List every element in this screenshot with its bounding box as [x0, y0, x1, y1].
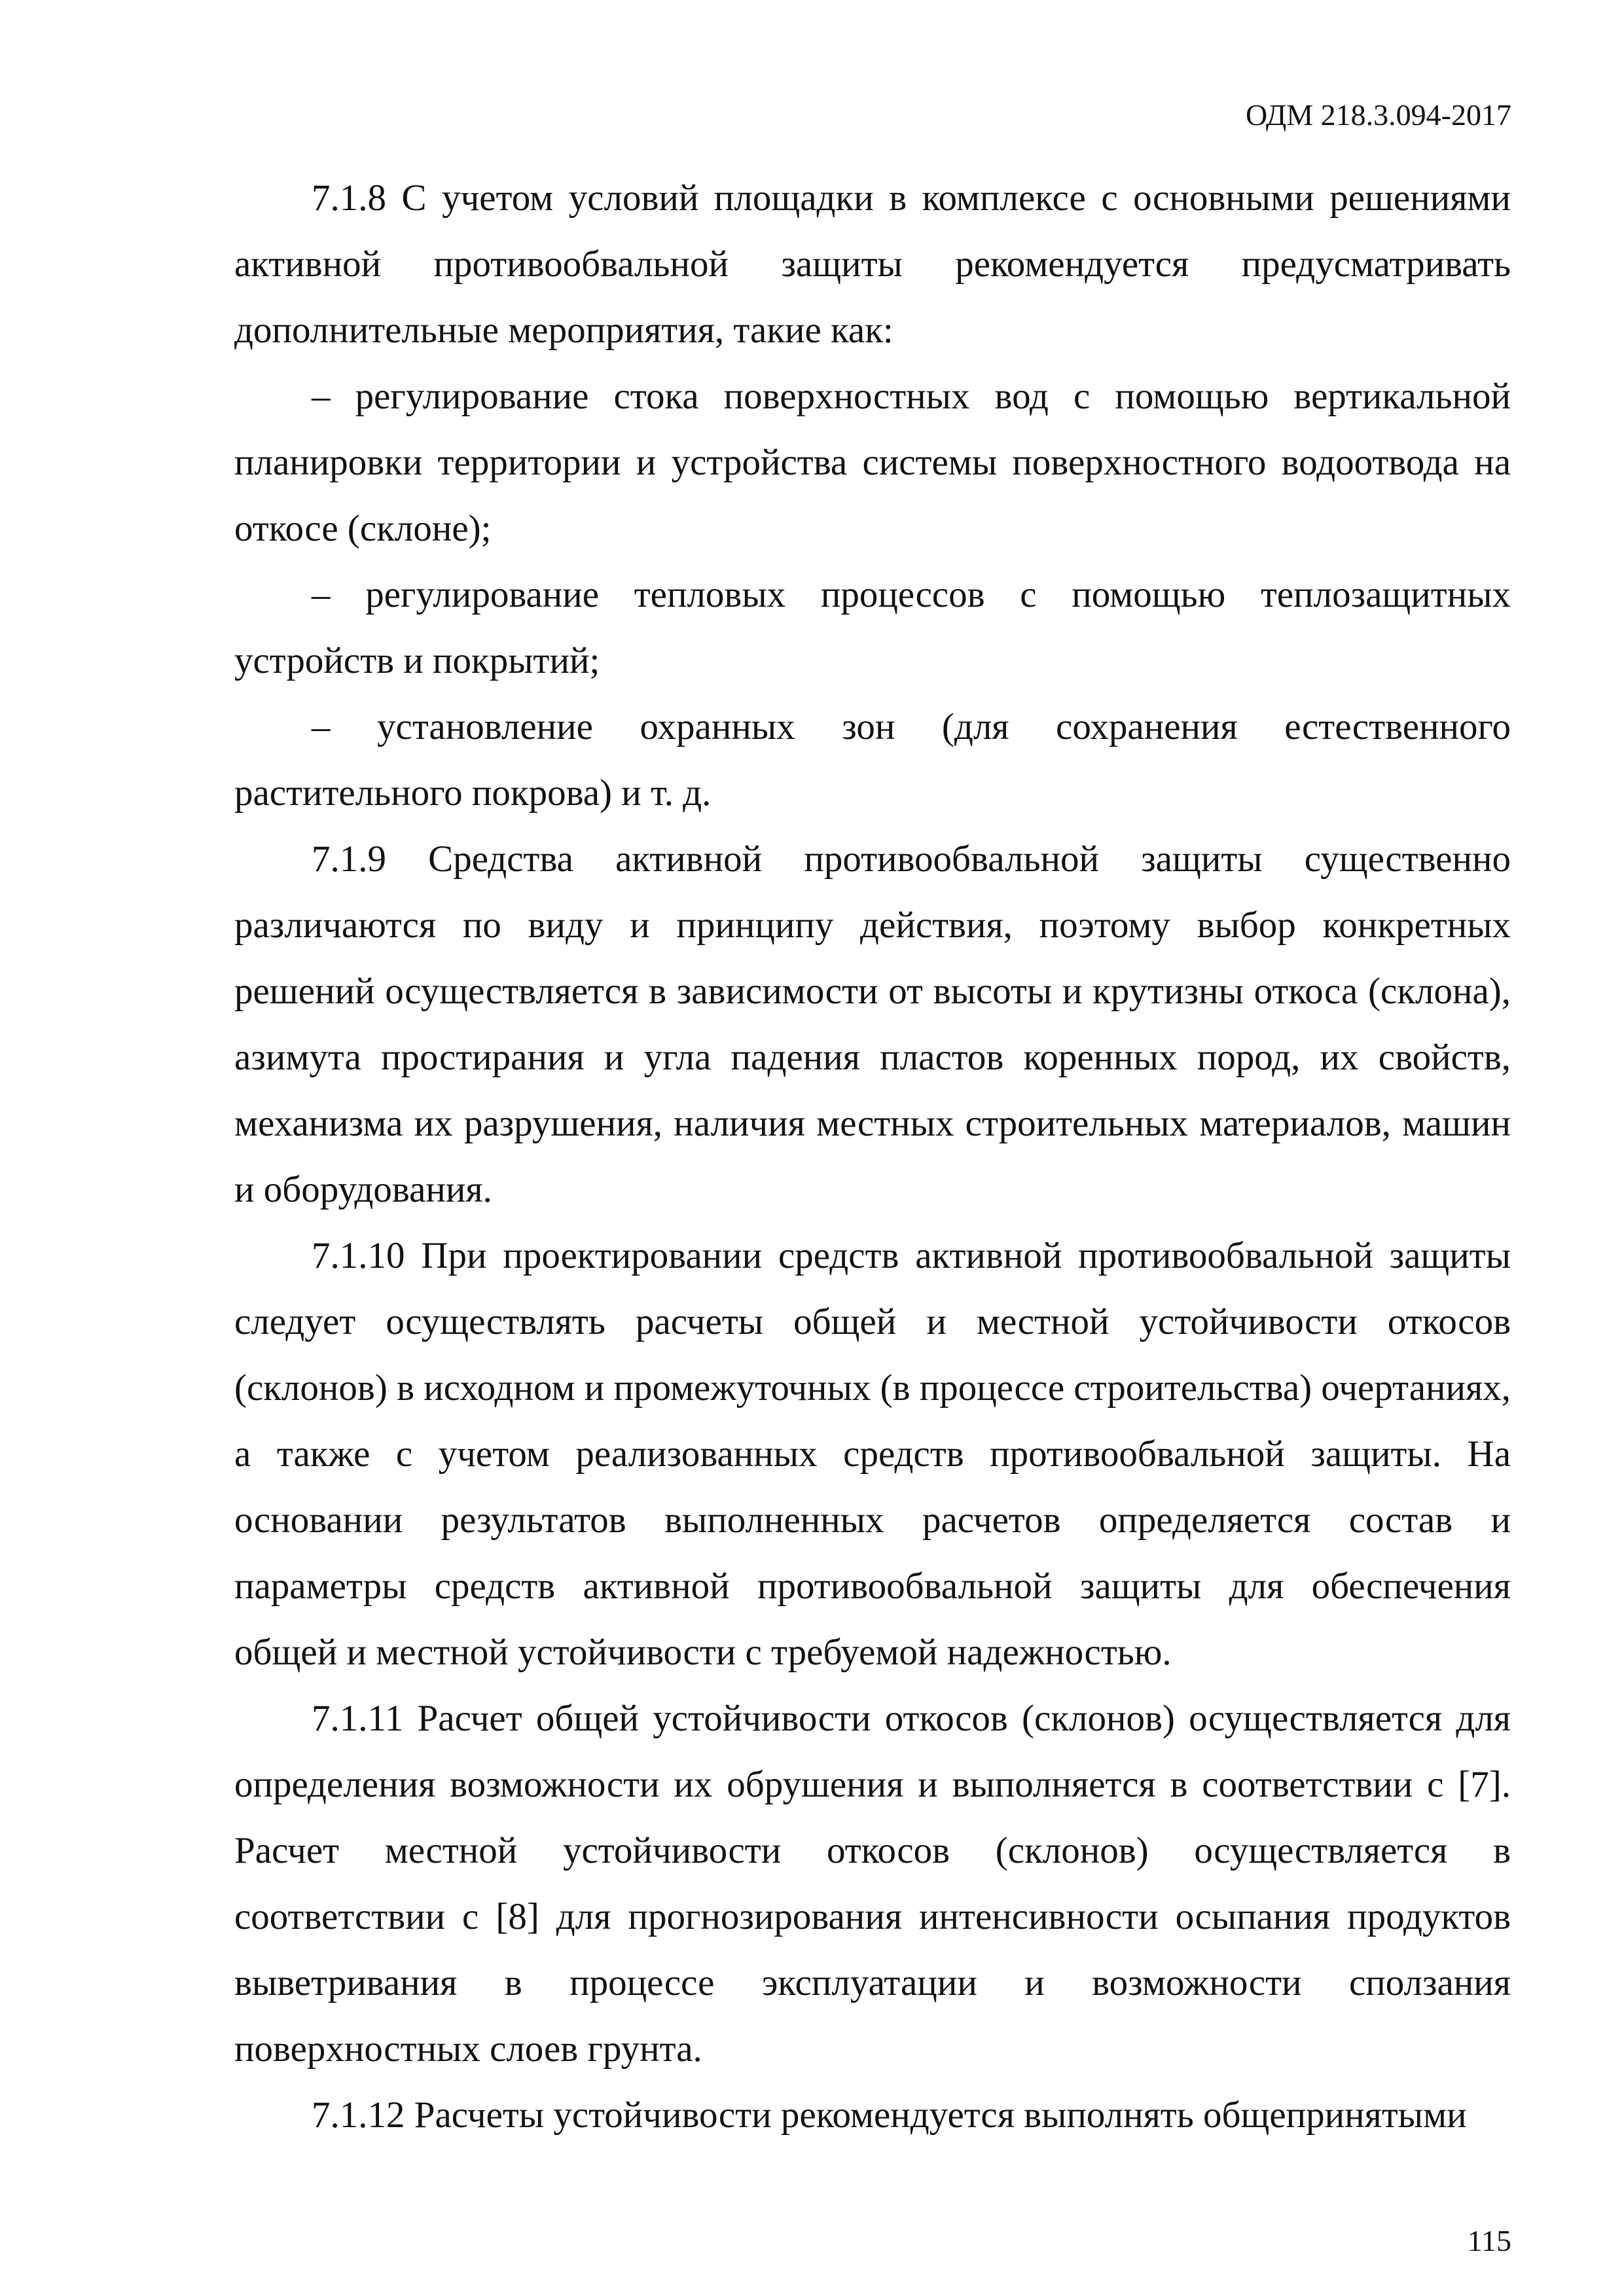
document-code-header: ОДМ 218.3.094-2017 [1245, 98, 1511, 132]
list-item-surface-runoff: – регулирование стока поверхностных вод с помощью вертикальной планировки территории и устройства системы поверхностного водоотвода на откосе (склоне); [234, 376, 1511, 549]
paragraph-7-1-12: 7.1.12 Расчеты устойчивости рекомендуется выполнять общепринятыми [312, 2094, 1467, 2136]
document-body [234, 165, 1511, 2148]
list-item-thermal-processes: – регулирование тепловых процессов с помощью теплозащитных устройств и покрытий; [234, 574, 1511, 681]
paragraph-7-1-9: 7.1.9 Средства активной противообвальной защиты существенно различаются по виду и принципу действия, поэтому выбор конкретных решений осуществляется в зависимости от высоты и крутизны откоса (склона), азимута простирания и угла падения пластов коренных пород, их свойств, механизма их разрушения, наличия местных строительных материалов, машин и оборудования. [234, 838, 1511, 1210]
paragraph-7-1-10: 7.1.10 При проектировании средств активной противообвальной защиты следует осуществлять расчеты общей и местной устойчивости откосов (склонов) в исходном и промежуточных (в процессе строительства) очертаниях, а также с учетом реализованных средств противообвальной защиты. На основании результатов выполненных расчетов определяется состав и параметры средств активной противообвальной защиты для обеспечения общей и местной устойчивости с требуемой надежностью. [234, 1235, 1511, 1673]
paragraph-7-1-8: 7.1.8 С учетом условий площадки в комплексе с основными решениями активной противообвальной защиты рекомендуется предусматривать дополнительные мероприятия, такие как: [234, 177, 1511, 351]
page-number: 115 [1467, 2224, 1511, 2257]
list-item-protection-zones: – установление охранных зон (для сохранения естественного растительного покрова) и т. д. [234, 706, 1511, 814]
paragraph-7-1-11: 7.1.11 Расчет общей устойчивости откосов (склонов) осуществляется для определения возможности их обрушения и выполняется в соответствии с [7]. Расчет местной устойчивости откосов (склонов) осуществляется в соответствии с [8] для прогнозирования интенсивности осыпания продуктов выветривания в процессе эксплуатации и возможности сползания поверхностных слоев грунта. [234, 1698, 1511, 2070]
